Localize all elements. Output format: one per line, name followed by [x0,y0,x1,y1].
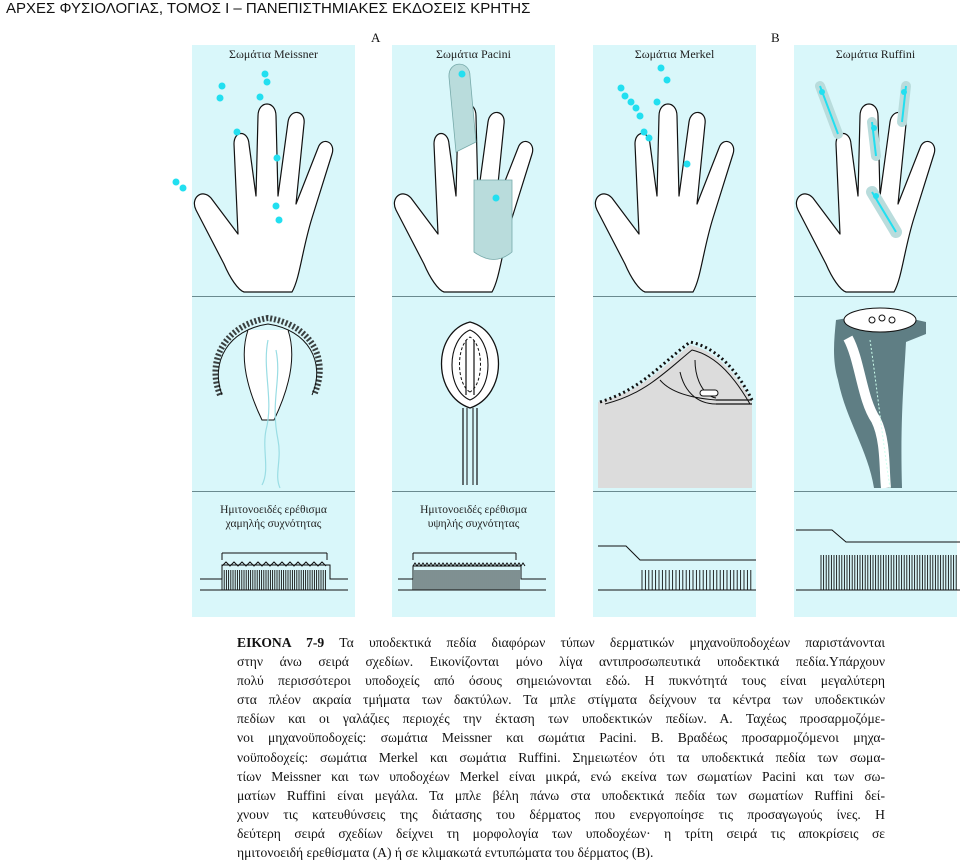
meissner-corpuscle-drawing [215,318,319,488]
panel-title-meissner: Σωμάτια Meissner [229,47,318,61]
caption-line: στα πλέον ακραία τμήματα των δακτύλων. Τα μπλε στίγματα δείχνουν τα κέντρα των υποδεκτικών [237,692,885,708]
page-header: ΑΡΧΕΣ ΦΥΣΙΟΛΟΓΙΑΣ, ΤΟΜΟΣ Ι – ΠΑΝΕΠΙΣΤΗΜΙΑΚΕΣ ΕΚΔΟΣΕΙΣ ΚΡΗΤΗΣ [6,0,531,17]
action-potential-spikes [222,555,956,590]
receptive-field-dot [264,79,271,86]
receptive-field-area [474,180,512,260]
receptive-field-dot [618,85,625,92]
caption-line: πολύ περισσότεροι υποδοχείς από όσους σημειώνονται εδώ. Η πυκνότητά τους είναι μεγαλύτερη [237,673,885,689]
ruffini-ending-drawing [834,308,926,488]
receptive-field-dot [637,113,644,120]
merkel-receptor-drawing [598,342,752,488]
receptive-field-dot [684,161,691,168]
receptive-field-dot [217,95,224,102]
receptive-field-dot [658,65,665,72]
hand-meissner [173,71,333,293]
caption-line: δεύτερη σειρά σχεδίων δείχνει τη μορφολογία των υποδοχέων· η τρίτη σειρά τις αποκρίσεις σε [237,825,885,841]
receptive-field-dot [262,71,269,78]
panel-title-pacini: Σωμάτια Pacini [436,47,511,61]
pacini-corpuscle-drawing [442,322,499,485]
receptive-field-dot [234,129,241,136]
receptive-field-dot [622,93,629,100]
receptive-field-dot [257,94,264,101]
receptive-field-dot [173,179,180,186]
receptive-field-dot [664,77,671,84]
receptive-field-dot [628,99,635,106]
response-trace-pacini [398,553,546,590]
hand-merkel [595,65,733,293]
caption-line: ημιτονοειδή ερεθίσματα (Α) ή σε κλιμακωτά εντυπώματα του δέρματος (Β). [237,845,654,861]
receptive-field-dot [219,83,226,90]
stimulus-label-meissner: Ημιτονοειδές ερέθισμα χαμηλής συχνότητας [220,504,327,530]
receptive-field-dot [646,135,653,142]
receptive-field-dot [180,185,187,192]
section-label-a: Α [371,30,381,45]
receptive-field-dot [276,217,283,224]
receptive-field-dot [459,71,466,78]
caption-line: ΕΙΚΟΝΑ 7-9 Τα υποδεκτικά πεδία διαφόρων τύπων δερματικών μηχανοϋποδοχέων παριστάνονται [237,635,885,650]
figure-caption [237,633,885,862]
caption-line: πεδίων και οι γαλάζιες περιοχές την έκταση των υποδεκτικών πεδίων. Α. Ταχέως προσαρμοζόμε- [237,711,885,727]
caption-line: χνουν τις κατευθύνσεις της διάτασης του δέρματος που ενεργοποίησε τις προσαγωγούς ίνες. Η [237,806,885,822]
caption-line: ματίων Ruffini είναι μεγάλα. Τα μπλε βέλη πάνω στα υποδεκτικά πεδία των σωματίων Ruffini δεί- [237,787,885,803]
caption-label: ΕΙΚΟΝΑ 7-9 [237,635,325,650]
caption-line: στην άνω σειρά σχεδίων. Εικονίζονται μόνο λίγα αντιπροσωπευτικά υποδεκτικά πεδία.Υπάρχουν [237,654,885,670]
receptive-field-dot [654,99,661,106]
response-trace-merkel [598,546,756,590]
stimulus-label-pacini: Ημιτονοειδές ερέθισμα υψηλής συχνότητας [420,504,527,530]
receptive-field-dot [633,105,640,112]
hand-ruffini [796,86,934,292]
caption-line: νοι μηχανοϋποδοχείς: σωμάτια Meissner και σωμάτια Pacini. Β. Βραδέως προσαρμοζόμενοι μηχα- [237,730,885,746]
section-label-b: Β [771,30,780,45]
panel-title-merkel: Σωμάτια Merkel [634,47,715,61]
caption-line: νοϋποδοχείς: σωμάτια Merkel και σωμάτια Ruffini. Σημειωτέον ότι τα υποδεκτικά πεδία των σωμα- [237,749,885,765]
receptive-field-dot [641,129,648,136]
caption-line: τίων Meissner και των υποδοχέων Merkel είναι μικρά, ενώ εκείνα των σωματίων Pacini και των σω- [237,768,885,784]
hand-pacini [394,64,532,292]
receptive-field-dot [274,155,281,162]
panel-title-ruffini: Σωμάτια Ruffini [835,47,916,61]
receptive-field-dot [493,195,500,202]
receptive-field-dot [273,203,280,210]
